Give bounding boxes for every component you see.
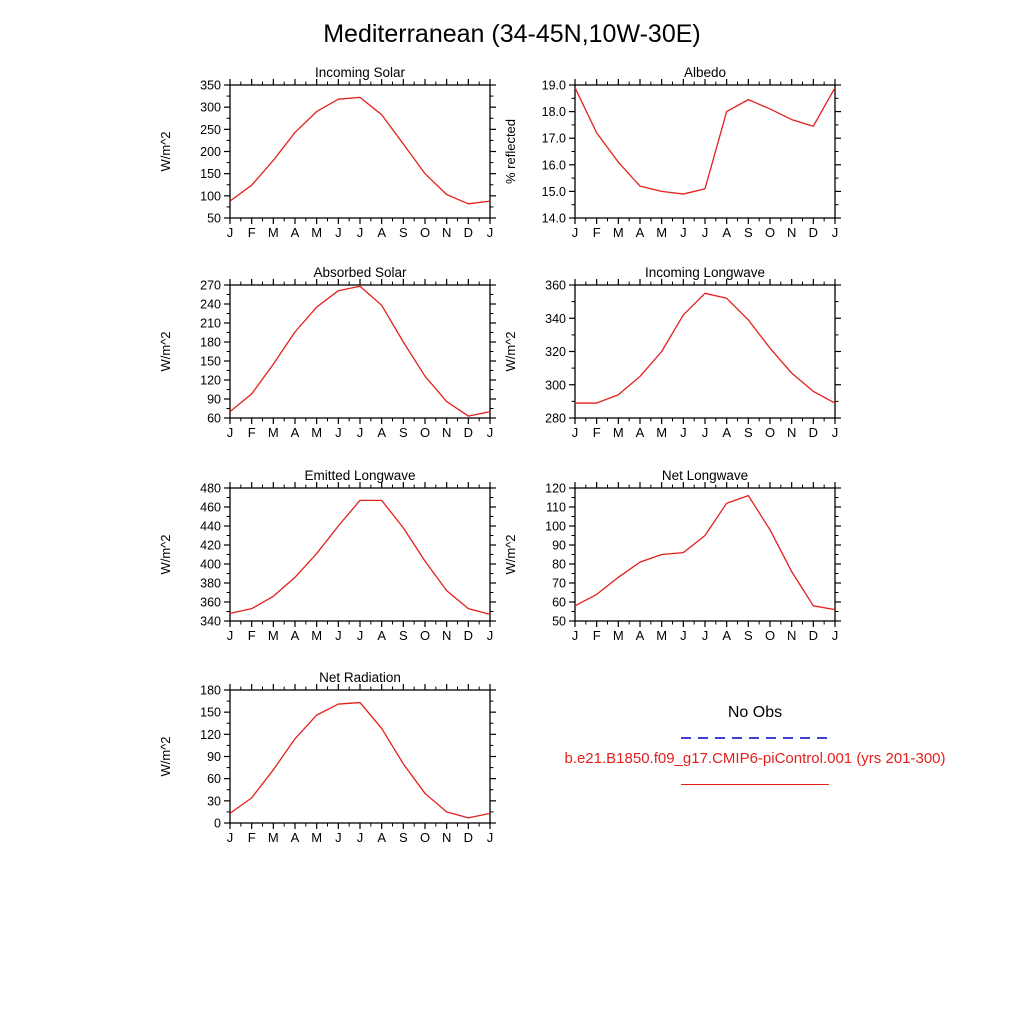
x-tick-label: A	[722, 628, 732, 643]
y-tick-label: 90	[207, 392, 221, 407]
x-tick-label: J	[701, 225, 709, 240]
x-tick-label: J	[356, 628, 364, 643]
y-tick-label: 18.0	[541, 105, 566, 120]
y-tick-label: 17.0	[541, 131, 566, 146]
y-tick-label: 420	[200, 538, 221, 553]
x-tick-label: J	[680, 425, 687, 440]
y-tick-label: 90	[552, 538, 566, 553]
x-tick-label: M	[267, 425, 279, 440]
y-tick-label: 90	[207, 750, 221, 764]
x-axis	[572, 79, 839, 240]
x-tick-label: M	[311, 830, 323, 845]
y-axis-label: W/m^2	[503, 331, 518, 372]
x-tick-label: J	[486, 628, 494, 643]
x-tick-label: J	[335, 628, 342, 643]
x-tick-label: A	[290, 225, 300, 240]
x-tick-label: J	[226, 225, 234, 240]
chart-svg	[150, 63, 502, 247]
x-tick-label: J	[680, 225, 687, 240]
x-tick-label: N	[786, 225, 797, 240]
x-tick-label: D	[463, 628, 474, 643]
x-tick-label: S	[743, 628, 753, 643]
x-tick-label: M	[267, 628, 279, 643]
x-tick-label: J	[356, 225, 364, 240]
x-axis	[227, 279, 494, 440]
chart-title: Net Longwave	[661, 468, 749, 483]
y-tick-label: 120	[200, 373, 221, 388]
x-tick-label: J	[831, 425, 839, 440]
y-tick-label: 360	[545, 278, 566, 293]
data-line	[575, 293, 835, 403]
data-line	[230, 703, 490, 818]
y-tick-label: 100	[200, 189, 221, 204]
chart-emitted-longwave	[150, 466, 502, 655]
chart-incoming-longwave	[495, 263, 847, 452]
x-tick-label: F	[592, 225, 601, 240]
chart-absorbed-solar	[150, 263, 502, 452]
y-tick-label: 280	[545, 411, 566, 426]
chart-title: Incoming Solar	[314, 65, 406, 80]
x-tick-label: A	[722, 425, 732, 440]
chart-svg	[495, 466, 847, 650]
x-axis	[572, 279, 839, 440]
y-tick-label: 14.0	[541, 211, 566, 226]
chart-svg	[150, 263, 502, 447]
x-tick-label: J	[356, 830, 364, 845]
plot-frame	[230, 690, 490, 823]
y-tick-label: 19.0	[541, 78, 566, 93]
data-line	[230, 286, 490, 416]
y-tick-label: 320	[545, 345, 566, 359]
y-tick-label: 480	[200, 481, 221, 496]
x-tick-label: S	[398, 830, 408, 845]
plot-frame	[575, 488, 835, 621]
x-tick-label: F	[592, 425, 601, 440]
y-tick-label: 150	[200, 167, 221, 182]
y-tick-label: 70	[552, 576, 566, 591]
x-tick-label: O	[419, 225, 431, 240]
y-axis-label: % reflected	[503, 118, 518, 185]
y-axis-label: W/m^2	[158, 736, 173, 777]
legend-no-obs-line	[681, 737, 829, 739]
y-tick-label: 16.0	[541, 158, 566, 173]
x-tick-label: M	[612, 225, 624, 240]
chart-title: Absorbed Solar	[313, 265, 407, 280]
x-tick-label: M	[311, 628, 323, 643]
y-tick-label: 460	[200, 500, 221, 515]
x-tick-label: J	[571, 425, 579, 440]
chart-incoming-solar	[150, 63, 502, 252]
x-tick-label: M	[267, 830, 279, 845]
x-tick-label: M	[612, 628, 624, 643]
y-axis	[542, 79, 841, 226]
chart-title: Incoming Longwave	[644, 265, 766, 280]
y-tick-label: 120	[200, 727, 221, 742]
chart-svg	[150, 466, 502, 650]
x-tick-label: J	[831, 628, 839, 643]
x-tick-label: S	[398, 628, 408, 643]
x-tick-label: J	[680, 628, 687, 643]
x-tick-label: A	[377, 628, 387, 643]
x-tick-label: J	[571, 628, 579, 643]
x-tick-label: O	[764, 225, 776, 240]
x-tick-label: J	[571, 225, 579, 240]
x-tick-label: J	[335, 830, 342, 845]
plot-frame	[575, 85, 835, 218]
legend	[520, 702, 990, 785]
x-tick-label: S	[743, 225, 753, 240]
chart-title: Emitted Longwave	[304, 468, 416, 483]
x-tick-label: N	[441, 628, 452, 643]
y-tick-label: 300	[545, 378, 566, 393]
y-axis-label: W/m^2	[158, 331, 173, 372]
x-tick-label: S	[398, 425, 408, 440]
y-tick-label: 110	[546, 500, 566, 515]
x-tick-label: A	[635, 628, 645, 643]
y-tick-label: 210	[200, 316, 221, 331]
y-axis	[200, 684, 496, 831]
x-axis	[227, 684, 494, 845]
x-tick-label: A	[290, 830, 300, 845]
y-tick-label: 340	[200, 614, 221, 629]
x-tick-label: F	[247, 225, 256, 240]
data-line	[230, 500, 490, 614]
legend-no-obs-label: No Obs	[727, 704, 783, 721]
data-line	[575, 88, 835, 194]
data-line	[575, 496, 835, 610]
y-tick-label: 30	[207, 794, 221, 809]
x-tick-label: J	[226, 628, 234, 643]
plot-frame	[575, 285, 835, 418]
x-tick-label: F	[592, 628, 601, 643]
chart-albedo	[495, 63, 847, 252]
y-axis	[200, 482, 496, 629]
plot-frame	[230, 85, 490, 218]
x-tick-label: J	[486, 830, 494, 845]
plot-frame	[230, 488, 490, 621]
y-axis	[545, 482, 841, 629]
x-tick-label: A	[722, 225, 732, 240]
y-tick-label: 360	[200, 595, 221, 610]
x-tick-label: N	[441, 425, 452, 440]
x-tick-label: A	[290, 628, 300, 643]
y-tick-label: 180	[200, 683, 221, 698]
y-tick-label: 15.0	[541, 184, 566, 199]
y-tick-label: 340	[545, 311, 566, 326]
x-tick-label: N	[786, 425, 797, 440]
x-tick-label: J	[701, 628, 709, 643]
x-tick-label: A	[377, 225, 387, 240]
y-tick-label: 350	[200, 78, 221, 93]
chart-svg	[495, 63, 847, 247]
y-tick-label: 60	[207, 411, 221, 426]
x-tick-label: A	[635, 425, 645, 440]
x-tick-label: J	[226, 830, 234, 845]
x-tick-label: J	[486, 425, 494, 440]
y-tick-label: 300	[200, 100, 221, 115]
x-tick-label: A	[377, 830, 387, 845]
y-tick-label: 80	[552, 557, 566, 572]
x-axis	[572, 482, 839, 643]
chart-net-radiation	[150, 668, 502, 857]
x-tick-label: A	[377, 425, 387, 440]
x-tick-label: J	[226, 425, 234, 440]
y-tick-label: 150	[200, 354, 221, 369]
chart-svg	[495, 263, 847, 447]
x-tick-label: F	[247, 628, 256, 643]
x-tick-label: M	[656, 425, 668, 440]
x-tick-label: N	[441, 830, 452, 845]
y-tick-label: 60	[552, 595, 566, 610]
x-tick-label: D	[808, 628, 819, 643]
y-tick-label: 50	[207, 211, 221, 226]
x-tick-label: M	[311, 225, 323, 240]
x-tick-label: J	[486, 225, 494, 240]
x-tick-label: O	[764, 628, 776, 643]
x-tick-label: O	[419, 628, 431, 643]
y-tick-label: 0	[214, 816, 221, 831]
x-tick-label: M	[656, 628, 668, 643]
x-tick-label: N	[441, 225, 452, 240]
y-axis-label: W/m^2	[158, 534, 173, 575]
y-axis	[200, 279, 496, 426]
x-tick-label: M	[267, 225, 279, 240]
y-tick-label: 180	[200, 335, 221, 350]
y-tick-label: 240	[200, 297, 221, 312]
x-tick-label: M	[656, 225, 668, 240]
x-tick-label: S	[398, 225, 408, 240]
legend-model-label: b.e21.B1850.f09_g17.CMIP6-piControl.001 (yrs 201-300)	[564, 749, 946, 767]
x-tick-label: D	[463, 425, 474, 440]
x-tick-label: S	[743, 425, 753, 440]
y-axis	[200, 79, 496, 226]
y-tick-label: 380	[200, 576, 221, 591]
y-tick-label: 60	[207, 772, 221, 787]
x-tick-label: N	[786, 628, 797, 643]
plot-frame	[230, 285, 490, 418]
y-tick-label: 120	[545, 481, 566, 496]
y-axis-label: W/m^2	[503, 534, 518, 575]
x-tick-label: J	[356, 425, 364, 440]
x-tick-label: A	[290, 425, 300, 440]
x-axis	[227, 79, 494, 240]
y-tick-label: 440	[200, 519, 221, 534]
y-axis-label: W/m^2	[158, 131, 173, 172]
x-tick-label: D	[808, 425, 819, 440]
y-tick-label: 270	[200, 278, 221, 293]
x-tick-label: O	[419, 425, 431, 440]
x-tick-label: J	[335, 425, 342, 440]
x-tick-label: F	[247, 425, 256, 440]
chart-title: Albedo	[683, 65, 727, 80]
y-tick-label: 250	[200, 122, 221, 137]
y-tick-label: 50	[552, 614, 566, 629]
x-tick-label: O	[764, 425, 776, 440]
x-tick-label: M	[311, 425, 323, 440]
x-tick-label: A	[635, 225, 645, 240]
legend-model-line	[681, 784, 829, 786]
x-tick-label: O	[419, 830, 431, 845]
y-tick-label: 100	[545, 519, 566, 534]
x-tick-label: D	[808, 225, 819, 240]
figure-title: Mediterranean (34-45N,10W-30E)	[323, 20, 701, 48]
y-tick-label: 150	[200, 705, 221, 720]
x-axis	[227, 482, 494, 643]
data-line	[230, 97, 490, 203]
x-tick-label: M	[612, 425, 624, 440]
y-tick-label: 400	[200, 557, 221, 572]
x-tick-label: F	[247, 830, 256, 845]
x-tick-label: D	[463, 225, 474, 240]
chart-net-longwave	[495, 466, 847, 655]
y-tick-label: 200	[200, 145, 221, 159]
chart-svg	[150, 668, 502, 852]
x-tick-label: J	[335, 225, 342, 240]
x-tick-label: D	[463, 830, 474, 845]
chart-title: Net Radiation	[319, 670, 401, 685]
x-tick-label: J	[831, 225, 839, 240]
x-tick-label: J	[701, 425, 709, 440]
